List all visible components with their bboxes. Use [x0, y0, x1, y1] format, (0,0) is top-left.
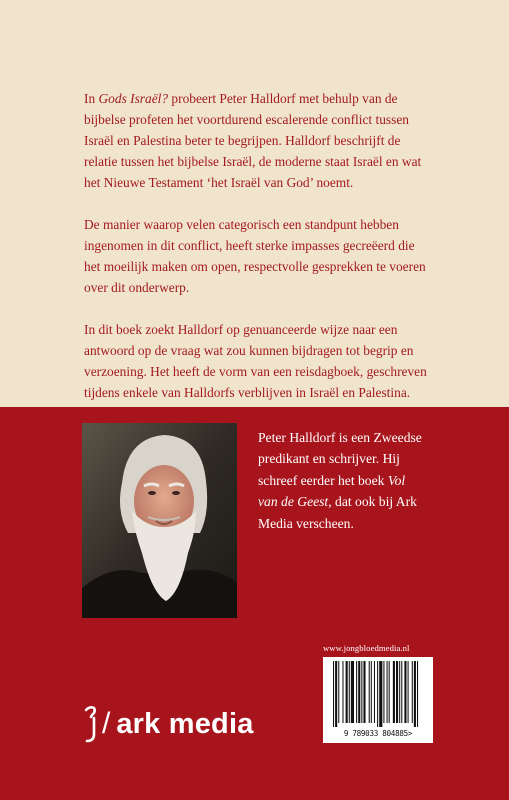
- bio-text-end: , dat ook bij Ark Media verscheen.: [258, 494, 417, 531]
- publisher-name: ark media: [116, 707, 254, 740]
- barcode-bar: [393, 661, 395, 723]
- barcode-arrow-icon: >: [407, 729, 413, 738]
- barcode-bar: [351, 661, 354, 723]
- barcode-bar: [338, 661, 339, 723]
- book-title: Gods Israël?: [98, 91, 169, 106]
- barcode-bar: [346, 661, 348, 723]
- publisher-website[interactable]: www.jongbloedmedia.nl: [323, 643, 410, 653]
- barcode-bar: [383, 661, 384, 723]
- barcode-bar: [333, 661, 334, 727]
- barcode-bar: [389, 661, 390, 723]
- ark-media-logo-icon: [82, 704, 104, 744]
- blurb-p1-start: In: [84, 91, 99, 106]
- barcode-bar: [408, 661, 409, 723]
- barcode-bar: [335, 661, 337, 727]
- isbn-digits: [325, 729, 431, 738]
- barcode-bar: [404, 661, 406, 723]
- author-photo: [82, 423, 237, 618]
- barcode-bar: [399, 661, 400, 723]
- barcode-bar: [379, 661, 382, 727]
- author-bio: [258, 427, 428, 534]
- isbn-barcode: [323, 657, 433, 743]
- barcode-bar: [363, 661, 365, 723]
- barcode-bar: [396, 661, 398, 723]
- barcode-bar: [374, 661, 375, 723]
- bio-text-start: Peter Halldorf is een Zweedse predikant en schrijver. Hij schreef eerder het boek: [258, 430, 422, 488]
- barcode-bar: [387, 661, 388, 723]
- blurb-paragraph-2: De manier waarop velen categorisch een standpunt hebben ingenomen in dit conflict, heeft sterke impasses gecreëerd die het moeilijk maken om open, respectvolle gesprekken te voeren over dit onderwerp.: [84, 217, 426, 295]
- blurb-paragraph-1: [84, 88, 434, 193]
- barcode-bar: [377, 661, 378, 727]
- barcode-bar: [369, 661, 370, 723]
- barcode-bar: [414, 661, 416, 727]
- barcode-bar: [358, 661, 360, 723]
- blurb-p1-rest: probeert Peter Halldorf met behulp van de bijbelse profeten het voortdurend escalerende conflict tussen Israël en Palestina beter te begrijpen. Halldorf beschrijft de relatie tussen het bijbelse Israël, de moderne staat Israël en wat het Nieuwe Testament ‘het Israël van God’ noemt.: [84, 91, 422, 190]
- barcode-bar: [361, 661, 362, 723]
- blurb-paragraph-3: In dit boek zoekt Halldorf op genuanceerde wijze naar een antwoord op de vraag wat zou kunnen bijdragen tot begrip en verzoening. Het heeft de vorm van een reisdagboek, geschreven tijdens enkele van Halldorfs verblijven in Israël en Palestina.: [84, 322, 427, 400]
- logo-slash: /: [102, 707, 111, 740]
- barcode-bar: [401, 661, 402, 723]
- barcode-bar: [412, 661, 413, 723]
- barcode-bars: [327, 661, 429, 729]
- barcode-bar: [342, 661, 343, 723]
- publisher-logo: [82, 704, 254, 744]
- isbn-number: 9 789033 804885: [343, 729, 408, 738]
- bio-book-title: Vol van de Geest: [258, 472, 406, 510]
- barcode-bar: [349, 661, 350, 723]
- blurb: [84, 88, 434, 403]
- barcode-bar: [356, 661, 357, 723]
- barcode-bar: [371, 661, 372, 723]
- barcode-bar: [417, 661, 418, 727]
